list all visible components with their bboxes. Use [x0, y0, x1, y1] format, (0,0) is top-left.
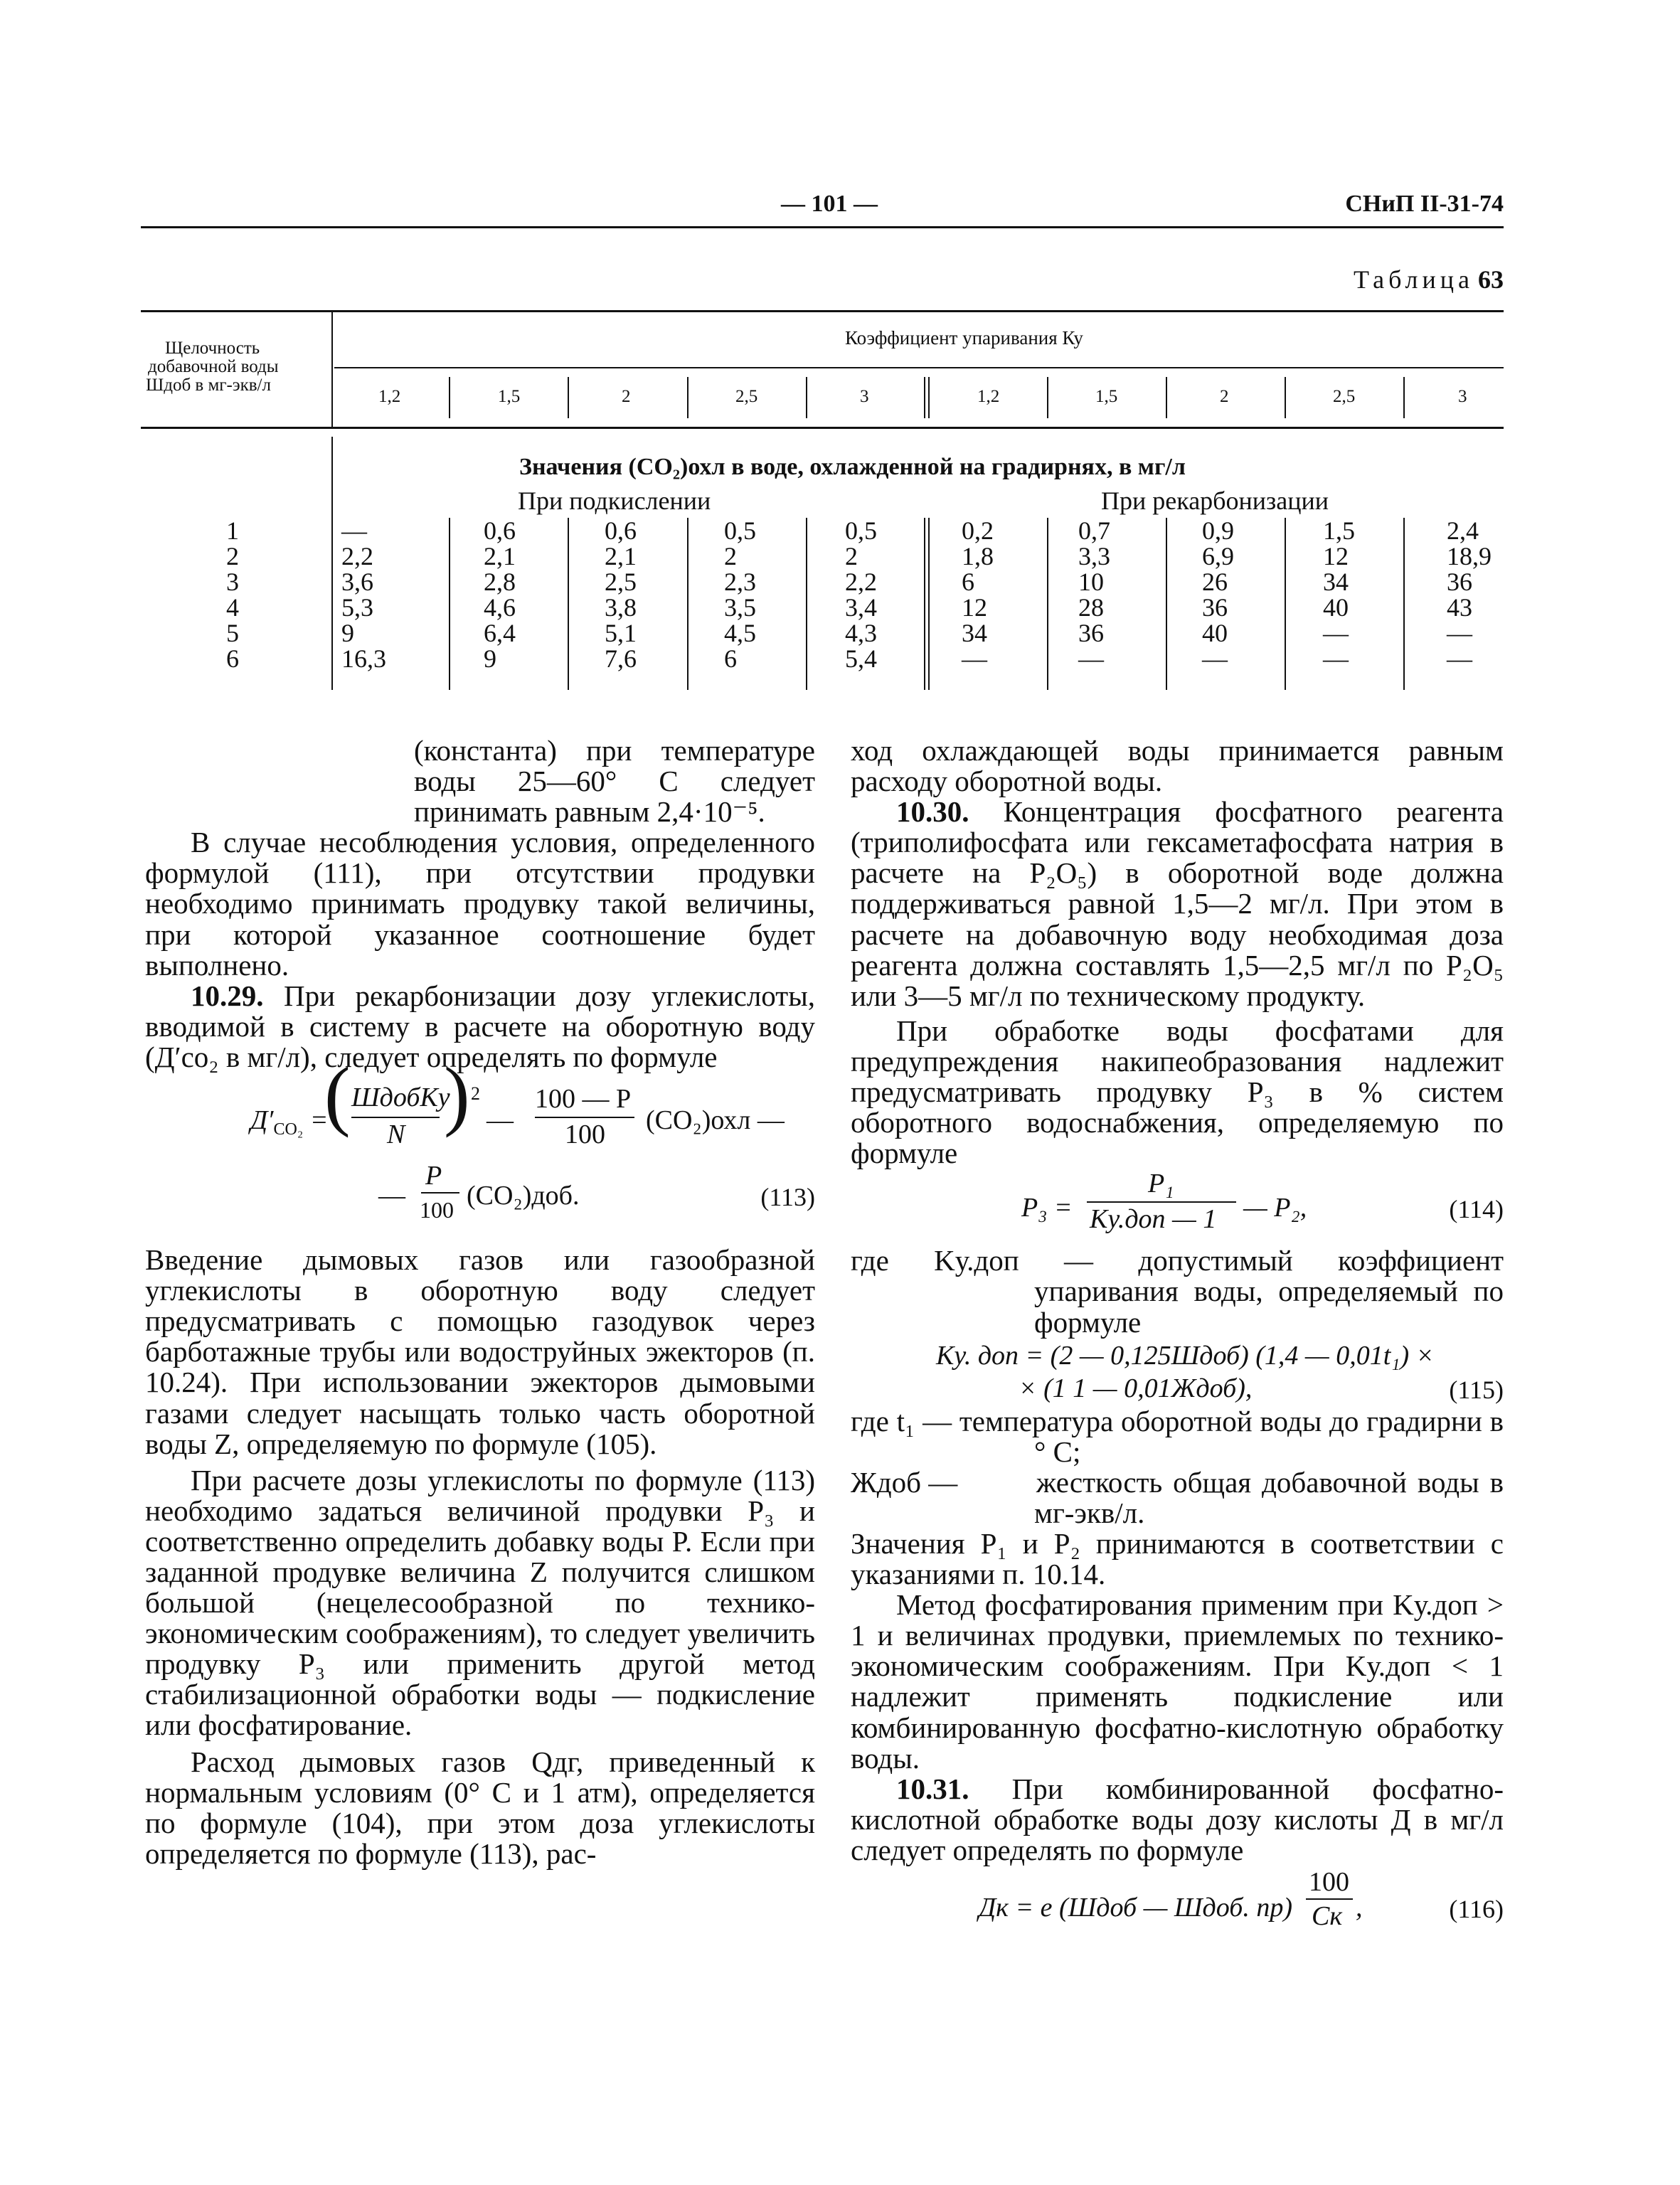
table-cell: 4,3 — [845, 619, 877, 647]
table-cell: 40 — [1202, 619, 1228, 647]
k-value: 3 — [1458, 387, 1467, 406]
f113-frac2-num: 100 — P — [535, 1084, 632, 1115]
f113-frac1-den: N — [387, 1120, 405, 1150]
table-top-rule — [141, 310, 1504, 312]
table-cell: 28 — [1078, 593, 1104, 622]
f115-line2: × (1 1 — 0,01Ждоб), — [1019, 1373, 1253, 1403]
body-sep — [806, 518, 807, 690]
table-cell: — — [1447, 619, 1472, 647]
f113-frac2-bar — [535, 1117, 634, 1118]
head-sep — [806, 377, 807, 418]
table-cell: 34 — [1323, 568, 1349, 596]
row-label: 6 — [226, 644, 239, 673]
f113-lhs: $Д'_{CO_2}$ = — [250, 1105, 329, 1139]
table-cell: 2,5 — [605, 568, 637, 596]
f113-term1: (CO₂)охл — — [646, 1105, 785, 1136]
clause-number: 10.31. — [896, 1772, 969, 1805]
table-cell: 0,6 — [605, 516, 637, 545]
body-sep — [449, 518, 450, 690]
head-sep — [449, 377, 450, 418]
header-rule — [141, 226, 1504, 228]
paragraph: Метод фосфатирования применим при Kу.доп > 1 и величинах продувки, приемлемых по технико-экономическим соображениям. При Kу.доп < 1 надлежит применять подкисление или комбинированную фосфатно-кислотную обработку воды. — [851, 1588, 1504, 1775]
head-sep — [568, 377, 569, 418]
table-cell: 1,5 — [1323, 516, 1355, 545]
paragraph: В случае несоблюдения условия, определенного формулой (111), при отсутствии продувки необходимо принимать продувку такой величины, при которой указанное соотношение будет выполнено. — [145, 826, 815, 982]
definition-zh-dob: Ждоб — жесткость общая добавочной воды в мг-экв/л. — [851, 1465, 1504, 1529]
table-cell: 2,2 — [845, 568, 877, 596]
table-cell: 36 — [1202, 593, 1228, 622]
table-cell: 6 — [724, 644, 737, 673]
table-cell: — — [1078, 644, 1104, 673]
table-cell: 2,4 — [1447, 516, 1479, 545]
f114-num: P₁ — [1148, 1169, 1174, 1199]
k-value: 2,5 — [735, 387, 758, 406]
table-stub-line-body — [331, 437, 333, 690]
row-header-2: добавочной воды — [148, 357, 279, 376]
clause-number: 10.29. — [191, 979, 264, 1012]
table-cell: 36 — [1078, 619, 1104, 647]
f116-tail: , — [1356, 1893, 1363, 1923]
group-recarbonization: При рекарбонизации — [1101, 487, 1329, 515]
body-sep — [568, 518, 569, 690]
f116-bar — [1306, 1898, 1353, 1900]
table-cell: 3,6 — [341, 568, 373, 596]
table-cell: 5,4 — [845, 644, 877, 673]
formula-113 — [145, 1051, 815, 1226]
f113-minus-2: — — [378, 1181, 405, 1211]
table-cell: 2,2 — [341, 542, 373, 570]
body-sep — [928, 518, 930, 690]
table-cell: 9 — [484, 644, 496, 673]
paragraph-constant: (константа) при температуре воды 25—60° С следует принимать равным 2,4·10⁻⁵. — [414, 734, 815, 829]
table-cell: 12 — [1323, 542, 1349, 570]
page-number: — 101 — — [781, 191, 878, 217]
table-cell: 0,5 — [724, 516, 756, 545]
paragraph: Введение дымовых газов или газообразной углекислоты в оборотную воду следует предусматривать с помощью газодувок через барботажные трубы или водоструйных эжекторов (п. 10.24). При использовании эжекторов дымовыми газами следует насыщать только часть оборотной воды Z, определяемую по формуле (105). — [145, 1243, 815, 1460]
paragraph-10-29: 10.29. При рекарбонизации дозу углекислоты, вводимой в систему в расчете на оборотную воду (Д′co₂ в мг/л), следует определять по формуле — [145, 979, 815, 1073]
column-group-header: Коэффициент упаривания Ку — [845, 327, 1083, 349]
table-cell: 2,1 — [484, 542, 516, 570]
table-cell: 4,5 — [724, 619, 756, 647]
table-cell: 6 — [962, 568, 974, 596]
row-header-3: Шдоб в мг-экв/л — [146, 376, 271, 395]
table-cell: — — [1202, 644, 1228, 673]
f113-paren-left: ( — [324, 1051, 351, 1139]
table-cell: 5,1 — [605, 619, 637, 647]
table-cell: — — [962, 644, 987, 673]
head-sep — [928, 377, 930, 418]
table-cell: 4,6 — [484, 593, 516, 622]
f113-frac1-bar — [351, 1117, 440, 1118]
f113-frac2-den: 100 — [565, 1120, 605, 1150]
table-section-title: Значения (CO₂)охл в воде, охлажденной на градирнях, в мг/л — [519, 454, 1186, 480]
table-cell: 0,6 — [484, 516, 516, 545]
right-column — [851, 735, 1504, 1930]
table-cell: 6,9 — [1202, 542, 1234, 570]
table-cell: 7,6 — [605, 644, 637, 673]
paragraph: При расчете дозы углекислоты по формуле (113) необходимо задаться величиной продувки P₃ и соответственно определить добавку воды P. Если при заданной продувке величина Z получится слишком большой (нецелесообразной по технико-экономическим соображениям), то следует увеличить продувку P₃ или применить другой метод стабилизационной обработки воды — подкисление или фосфатирование. — [145, 1463, 815, 1742]
table-cell: 3,3 — [1078, 542, 1110, 570]
table-cell: 12 — [962, 593, 987, 622]
body-sep — [1047, 518, 1048, 690]
table-cell: 3,5 — [724, 593, 756, 622]
paragraph: При обработке воды фосфатами для предупреждения накипеобразования надлежит предусматривать продувку P₃ в % систем оборотного водоснабжения, определяемую по формуле — [851, 1014, 1504, 1170]
table-cell: 0,2 — [962, 516, 994, 545]
table-cell: 9 — [341, 619, 354, 647]
table-sub-rule — [334, 367, 1504, 368]
document-code: СНиП II-31-74 — [1345, 191, 1504, 217]
equation-number-115: (115) — [1449, 1375, 1504, 1404]
definition-t1: где t₁ — температура оборотной воды до градирни в ° С; — [851, 1404, 1504, 1468]
f116-num: 100 — [1309, 1867, 1349, 1897]
equation-number-113: (113) — [760, 1183, 815, 1212]
k-value: 1,5 — [498, 387, 521, 406]
equation-number-114: (114) — [1449, 1195, 1504, 1224]
head-sep — [924, 377, 925, 418]
formula-115 — [851, 1338, 1504, 1406]
table-cell: 16,3 — [341, 644, 386, 673]
head-sep — [1403, 377, 1405, 418]
table-label: Таблица 63 — [1354, 265, 1504, 294]
table-cell: 2 — [845, 542, 858, 570]
k-value: 2 — [622, 387, 631, 406]
definition-k-dop: где Kу.доп — допустимый коэффициент упаривания воды, определяемый по формуле — [851, 1244, 1504, 1339]
table-cell: 2,1 — [605, 542, 637, 570]
f113-minus: — — [487, 1105, 514, 1136]
f113-frac3-bar — [421, 1192, 459, 1193]
k-value: 2 — [1220, 387, 1229, 406]
head-sep — [687, 377, 689, 418]
row-label: 4 — [226, 593, 239, 622]
k-value: 1,2 — [977, 387, 1000, 406]
table-cell: 43 — [1447, 593, 1472, 622]
equation-number-116: (116) — [1449, 1895, 1504, 1923]
table-cell: 0,5 — [845, 516, 877, 545]
head-sep — [1166, 377, 1167, 418]
k-value: 1,5 — [1095, 387, 1118, 406]
table-cell: — — [1447, 644, 1472, 673]
table-cell: — — [1323, 644, 1349, 673]
table-cell: 40 — [1323, 593, 1349, 622]
paragraph: Значения P₁ и P₂ принимаются в соответствии с указаниями п. 10.14. — [851, 1526, 1504, 1591]
f116-den: Cк — [1312, 1901, 1343, 1931]
body-sep — [687, 518, 689, 690]
table-cell: 36 — [1447, 568, 1472, 596]
f114-tail: — P₂, — [1243, 1193, 1307, 1223]
formula-114 — [851, 1169, 1504, 1240]
table-cell: 5,3 — [341, 593, 373, 622]
table-head-bottom-rule — [141, 427, 1504, 429]
row-header-1: Щелочность — [165, 339, 260, 358]
table-cell: 3,4 — [845, 593, 877, 622]
f113-term2: (CO₂)доб. — [467, 1181, 580, 1211]
formula-116 — [851, 1866, 1504, 1930]
body-sep — [1285, 518, 1286, 690]
f113-frac3-num: P — [425, 1161, 442, 1191]
table-cell: — — [341, 516, 367, 545]
table-cell: 6,4 — [484, 619, 516, 647]
f114-bar — [1087, 1201, 1236, 1203]
body-sep — [924, 518, 925, 690]
f114-lhs: P₃ = — [1021, 1193, 1073, 1223]
f113-square: 2 — [471, 1083, 480, 1105]
k-value: 1,2 — [378, 387, 401, 406]
head-sep — [1047, 377, 1048, 418]
f115-line1: Kу. доп = (2 — 0,125Шдоб) (1,4 — 0,01t₁) × — [936, 1340, 1435, 1371]
table-cell: 0,9 — [1202, 516, 1234, 545]
table-cell: — — [1323, 619, 1349, 647]
table-cell: 18,9 — [1447, 542, 1492, 570]
f116-lhs: Дк = e (Шдоб — Шдоб. пр) — [979, 1893, 1292, 1923]
f113-paren-right: ) — [444, 1051, 470, 1139]
paragraph-10-30: 10.30. Концентрация фосфатного реагента (триполифосфата или гексаметафосфата натрия в расчете на P₂O₅) в оборотной воде должна поддерживаться равной 1,5—2 мг/л. При этом в расчете на добавочную воду необходимая доза реагента должна составлять 1,5—2,5 мг/л по P₂O₅ или 3—5 мг/л по техническому продукту. — [851, 795, 1504, 1012]
paragraph: ход охлаждающей воды принимается равным расходу оборотной воды. — [851, 734, 1504, 798]
f114-den: Kу.доп — 1 — [1090, 1204, 1217, 1235]
table-cell: 34 — [962, 619, 987, 647]
row-label: 3 — [226, 568, 239, 596]
paragraph: Расход дымовых газов Qдг, приведенный к нормальным условиям (0° С и 1 атм), определяется по формуле (104), при этом доза углекислоты определяется по формуле (113), рас- — [145, 1745, 815, 1870]
table-stub-line-head — [331, 311, 333, 427]
row-label: 1 — [226, 516, 239, 545]
k-value: 2,5 — [1333, 387, 1356, 406]
table-cell: 2 — [724, 542, 737, 570]
f113-frac1-num: ШдобKу — [351, 1083, 450, 1113]
table-cell: 2,8 — [484, 568, 516, 596]
row-label: 2 — [226, 542, 239, 570]
head-sep — [1285, 377, 1286, 418]
table-cell: 0,7 — [1078, 516, 1110, 545]
row-label: 5 — [226, 619, 239, 647]
table-cell: 1,8 — [962, 542, 994, 570]
left-column — [145, 735, 815, 1869]
clause-number: 10.30. — [896, 795, 969, 829]
group-acidification: При подкислении — [518, 487, 711, 515]
k-value: 3 — [860, 387, 869, 406]
paragraph-10-31: 10.31. При комбинированной фосфатно-кислотной обработке воды дозу кислоты Д в мг/л следует определять по формуле — [851, 1772, 1504, 1866]
f113-frac3-den: 100 — [420, 1197, 454, 1223]
table-cell: 2,3 — [724, 568, 756, 596]
body-sep — [1166, 518, 1167, 690]
table-cell: 26 — [1202, 568, 1228, 596]
body-sep — [1403, 518, 1405, 690]
table-cell: 10 — [1078, 568, 1104, 596]
table-cell: 3,8 — [605, 593, 637, 622]
